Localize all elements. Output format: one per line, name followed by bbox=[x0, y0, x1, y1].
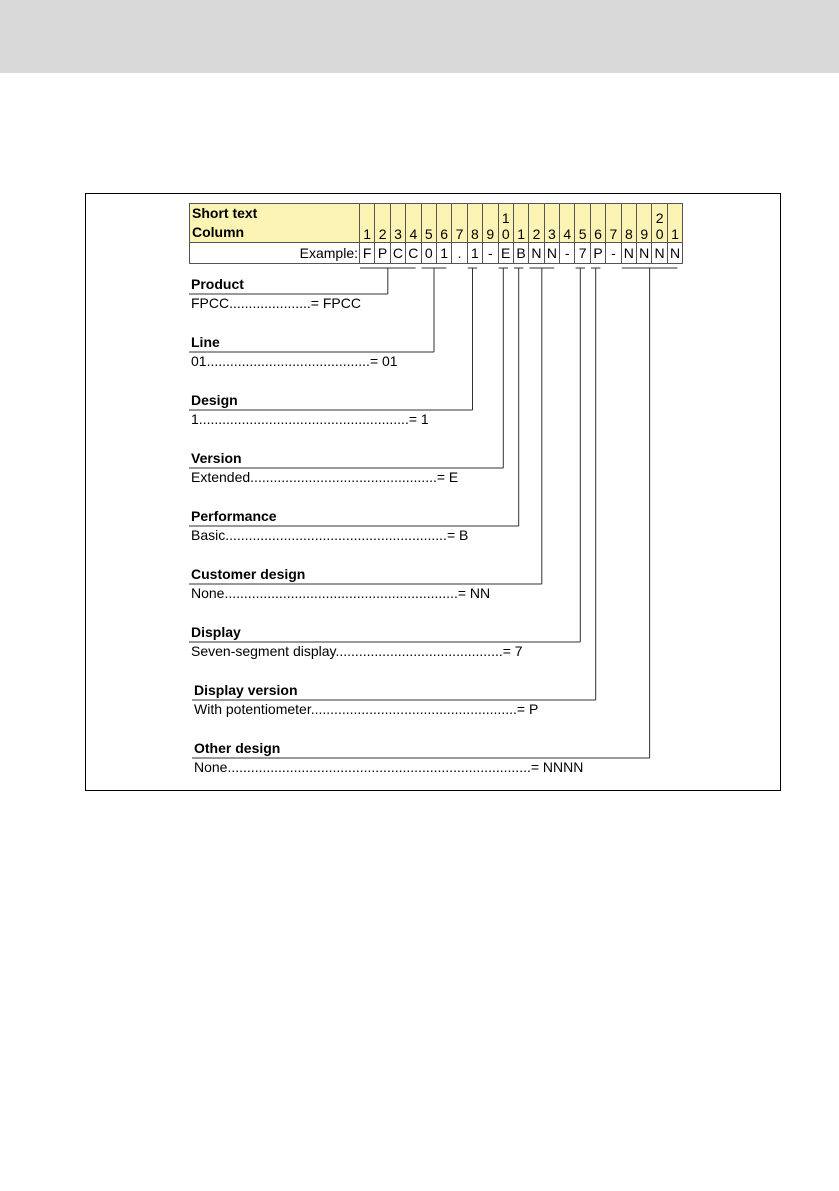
example-char: B bbox=[513, 243, 528, 264]
example-char: - bbox=[560, 243, 575, 264]
code-section bbox=[191, 450, 458, 486]
column-number: 1 bbox=[667, 204, 682, 243]
example-char: P bbox=[375, 243, 390, 264]
example-char: C bbox=[406, 243, 421, 264]
example-char: - bbox=[483, 243, 498, 264]
code-section bbox=[191, 276, 361, 312]
section-title: Customer design bbox=[191, 566, 306, 582]
example-char: P bbox=[590, 243, 605, 264]
example-char: - bbox=[606, 243, 621, 264]
column-number: 5 bbox=[575, 204, 590, 243]
example-char: N bbox=[637, 243, 652, 264]
header-label: Short text Column bbox=[190, 204, 360, 243]
code-section bbox=[191, 334, 398, 370]
column-number: 2 bbox=[529, 204, 544, 243]
section-value: None............................................................= NN bbox=[191, 585, 491, 601]
example-char: 1 bbox=[467, 243, 482, 264]
example-char: F bbox=[360, 243, 375, 264]
code-section bbox=[191, 508, 468, 544]
example-char: N bbox=[544, 243, 559, 264]
section-title: Performance bbox=[191, 508, 277, 524]
column-number: 6 bbox=[590, 204, 605, 243]
code-section bbox=[191, 624, 523, 660]
section-value: With potentiometer.....................................................= P bbox=[194, 701, 539, 717]
code-section bbox=[194, 682, 538, 718]
example-char: N bbox=[667, 243, 682, 264]
example-char: 7 bbox=[575, 243, 590, 264]
example-char: N bbox=[621, 243, 636, 264]
column-number: 3 bbox=[390, 204, 405, 243]
example-char: N bbox=[652, 243, 667, 264]
example-char: . bbox=[452, 243, 467, 264]
code-section bbox=[191, 392, 429, 428]
column-number: 1 bbox=[513, 204, 528, 243]
section-value: Seven-segment display...........................................= 7 bbox=[191, 643, 523, 659]
column-number: 4 bbox=[560, 204, 575, 243]
column-number: 9 bbox=[483, 204, 498, 243]
section-value: 1......................................................= 1 bbox=[191, 411, 429, 427]
column-number: 1 0 bbox=[498, 204, 513, 243]
section-title: Product bbox=[191, 276, 244, 292]
section-title: Line bbox=[191, 334, 220, 350]
example-char: 1 bbox=[436, 243, 451, 264]
example-label: Example: bbox=[190, 243, 360, 264]
column-number: 8 bbox=[621, 204, 636, 243]
column-number: 5 bbox=[421, 204, 436, 243]
example-char: C bbox=[390, 243, 405, 264]
column-number: 7 bbox=[606, 204, 621, 243]
section-value: 01..........................................= 01 bbox=[191, 353, 398, 369]
section-title: Other design bbox=[194, 740, 281, 756]
section-value: None..............................................................................= NNNN bbox=[194, 759, 584, 775]
section-value: FPCC.....................= FPCC bbox=[191, 295, 361, 311]
section-value: Extended................................................= E bbox=[191, 469, 459, 485]
column-number: 8 bbox=[467, 204, 482, 243]
code-section bbox=[194, 740, 583, 776]
section-title: Design bbox=[191, 392, 238, 408]
section-value: Basic.........................................................= B bbox=[191, 527, 469, 543]
code-section bbox=[191, 566, 490, 602]
column-number: 2 bbox=[375, 204, 390, 243]
column-number: 7 bbox=[452, 204, 467, 243]
section-title: Display version bbox=[194, 682, 298, 698]
example-char: E bbox=[498, 243, 513, 264]
column-number: 4 bbox=[406, 204, 421, 243]
column-number: 1 bbox=[360, 204, 375, 243]
column-number: 9 bbox=[637, 204, 652, 243]
section-title: Version bbox=[191, 450, 242, 466]
example-char: N bbox=[529, 243, 544, 264]
column-number: 6 bbox=[436, 204, 451, 243]
column-number: 3 bbox=[544, 204, 559, 243]
column-number: 2 0 bbox=[652, 204, 667, 243]
section-title: Display bbox=[191, 624, 241, 640]
example-char: 0 bbox=[421, 243, 436, 264]
